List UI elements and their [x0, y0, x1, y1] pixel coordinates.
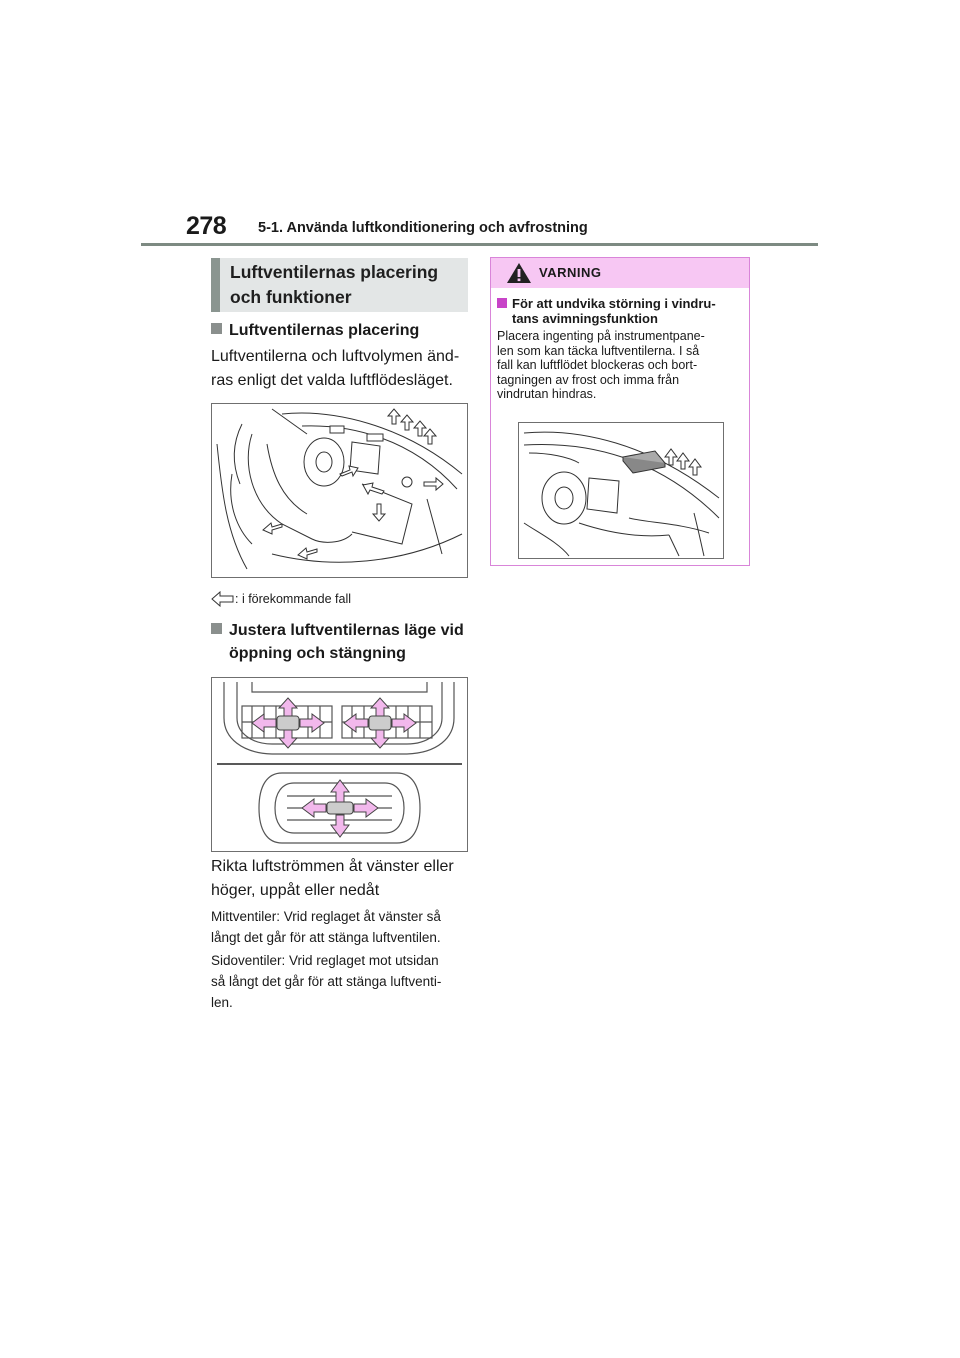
placement-text-line1: Luftventilerna och luftvolymen änd- — [211, 348, 460, 365]
placement-text — [211, 345, 471, 393]
warning-triangle-icon — [506, 261, 532, 285]
square-bullet-icon — [497, 298, 507, 308]
warning-text-line1: Placera ingenting på instrumentpane- — [497, 329, 705, 343]
section-heading — [211, 258, 468, 312]
adjust-text-line2: höger, uppåt eller nedåt — [211, 882, 380, 899]
center-vent-text — [211, 906, 469, 948]
section-heading-line2: och funktioner — [230, 287, 352, 307]
legend-text: : i förekommande fall — [235, 592, 352, 606]
placement-text-line2: ras enligt det valda luftflödesläget. — [211, 372, 453, 389]
placement-heading — [211, 319, 419, 342]
page-number: 278 — [186, 212, 227, 240]
warning-header — [491, 258, 749, 288]
warning-text-line3: fall kan luftflödet blockeras och bort- — [497, 358, 698, 372]
chapter-title: 5-1. Använda luftkonditionering och avfrostning — [258, 220, 588, 236]
vent-adjust-figure — [211, 677, 468, 852]
legend — [211, 591, 351, 607]
adjust-heading — [211, 619, 464, 665]
adjust-heading-line1: Justera luftventilernas läge vid — [229, 622, 464, 639]
side-vent-line2: så långt det går för att stänga luftventi- — [211, 974, 442, 989]
square-bullet-icon — [211, 323, 222, 334]
adjust-text — [211, 855, 471, 903]
warning-label: VARNING — [539, 265, 602, 280]
warning-heading — [497, 296, 745, 326]
warning-dashboard-figure — [518, 422, 724, 559]
adjust-text-line1: Rikta luftströmmen åt vänster eller — [211, 858, 454, 875]
warning-text — [497, 329, 743, 402]
side-vent-line1: Sidoventiler: Vrid reglaget mot utsidan — [211, 953, 439, 968]
warning-heading-line2: tans avimningsfunktion — [512, 311, 658, 326]
warning-text-line2: len som kan täcka luftventilerna. I så — [497, 343, 700, 358]
center-vent-line1: Mittventiler: Vrid reglaget åt vänster så — [211, 909, 441, 924]
adjust-heading-line2: öppning och stängning — [229, 645, 406, 662]
warning-text-line5: vindrutan hindras. — [497, 387, 597, 401]
square-bullet-icon — [211, 623, 222, 634]
optional-arrow-icon — [211, 591, 235, 607]
side-vent-line3: len. — [211, 995, 233, 1010]
header-rule — [141, 243, 818, 246]
interior-vents-figure — [211, 403, 468, 578]
warning-heading-line1: För att undvika störning i vindru- — [512, 296, 716, 311]
warning-text-line4: tagningen av frost och imma från — [497, 372, 680, 387]
warning-box — [490, 257, 750, 566]
section-heading-line1: Luftventilernas placering — [230, 262, 439, 282]
center-vent-line2: långt det går för att stänga luftventilen. — [211, 930, 441, 945]
placement-heading-text: Luftventilernas placering — [229, 322, 420, 339]
side-vent-text — [211, 950, 469, 1013]
